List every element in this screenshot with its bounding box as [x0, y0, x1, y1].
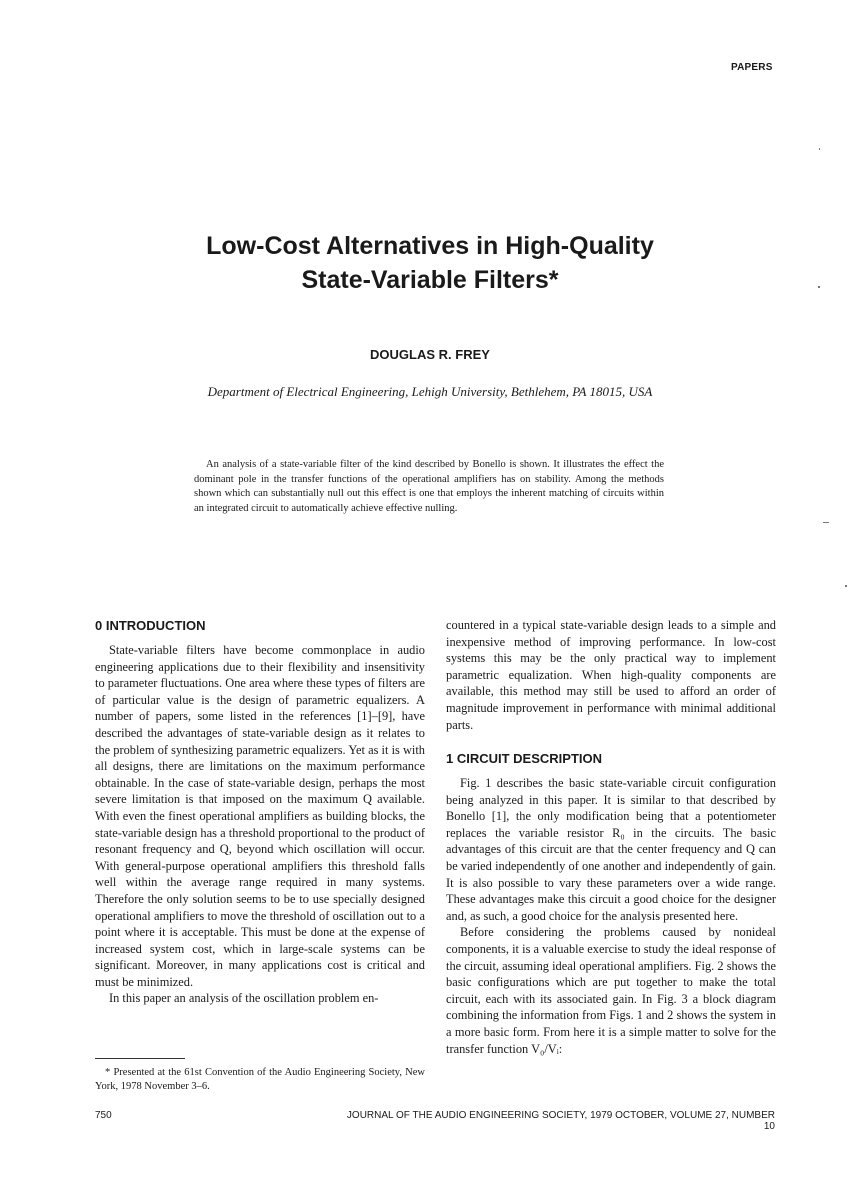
- right-column-circuit: [446, 775, 776, 1057]
- intro-paragraph-1: State-variable filters have become commonplace in audio engineering applications due to their flexibility and insensitivity to parameter fluctuations. One area where these types of filters are of particular value is the design of parametric equalizers. A number of papers, some listed in the references [1]–[9], have described the advantages of state-variable design as it relates to the problem of synthesizing parametric equalizers. Yet as it is with all designs, there are limitations on the maximum performance obtainable. In the case of state-variable design, perhaps the most severe limitation is that imposed on the maximum Q available. With even the finest operational amplifiers as building blocks, the state-variable design has a threshold proportional to the product of resonant frequency and Q, beyond which oscillation will occur. With general-purpose operational amplifiers this threshold falls well within the average range required in many systems. Therefore the only solution seems to be to use specially designed operational amplifiers to move the threshold of oscillation out to a point where it is acceptable. This must be done at the expense of increased system cost, which in large-scale systems can be significant. Moreover, in many applications cost is critical and must be minimized.: [95, 643, 425, 989]
- section-heading-circuit-description: 1 CIRCUIT DESCRIPTION: [446, 751, 603, 766]
- journal-footer: JOURNAL OF THE AUDIO ENGINEERING SOCIETY, 1979 OCTOBER, VOLUME 27, NUMBER 10: [346, 1110, 775, 1132]
- section-heading-introduction: 0 INTRODUCTION: [95, 618, 206, 633]
- intro-paragraph-2-continued: countered in a typical state-variable design leads to a simple and inexpensive method of improving performance. In low-cost systems this may be the only practical way to implement parametric equalization. When high-quality components are available, this method may still be used to afford an order of magnitude improvement in performance with minimal additional parts.: [446, 618, 776, 732]
- intro-paragraph-2: In this paper an analysis of the oscillation problem en-: [109, 991, 379, 1006]
- title-line-2: State-Variable Filters*: [301, 266, 559, 294]
- section-label: PAPERS: [731, 62, 773, 73]
- title-line-1: Low-Cost Alternatives in High-Quality: [206, 232, 654, 260]
- scan-speck: [819, 148, 820, 150]
- page-number: 750: [95, 1110, 112, 1121]
- circuit-paragraph-2: Before considering the problems caused by nonideal components, it is a valuable exercise to study the ideal response of the circuit, assuming ideal operational amplifiers. Fig. 2 shows the basic configurations which are put together to make the total circuit, each with its associated gain. In Fig. 3 a block diagram combining the information from Figs. 1 and 2 shows the system in a more basic form. From here it is a simple matter to solve for the transfer function V₀/Vᵢ:: [446, 925, 776, 1056]
- footnote-divider: [95, 1058, 185, 1059]
- footnote: * Presented at the 61st Convention of the Audio Engineering Society, New York, 1978 November 3–6.: [95, 1067, 425, 1092]
- paper-title: [120, 229, 740, 297]
- left-column: [95, 642, 425, 1007]
- author-affiliation: Department of Electrical Engineering, Lehigh University, Bethlehem, PA 18015, USA: [207, 384, 653, 399]
- right-column-top: [446, 617, 776, 733]
- circuit-paragraph-1: Fig. 1 describes the basic state-variable circuit configuration being analyzed in this paper. It is similar to that described by Bonello [1], the only modification being that a potentiometer replaces the variable resistor R₀ in the circuits. The basic advantages of this circuit are that the center frequency and Q can be varied independently of one another and independently of gain. It is also possible to vary these parameters over a wide range. These advantages make this circuit a good choice for the designer and, as such, a good choice for the analysis presented here.: [446, 776, 776, 923]
- scan-speck: [818, 286, 820, 288]
- abstract: An analysis of a state-variable filter of the kind described by Bonello is shown. It illustrates the effect the dominant pole in the transfer functions of the operational amplifiers has on stability. Among the methods shown which can substantially null out this effect is one that employs the inherent matching of circuits within an integrated circuit to automatically achieve effective nulling.: [194, 459, 664, 514]
- author-name: DOUGLAS R. FREY: [370, 347, 490, 362]
- scan-speck: [845, 585, 847, 587]
- scan-speck: [823, 522, 829, 523]
